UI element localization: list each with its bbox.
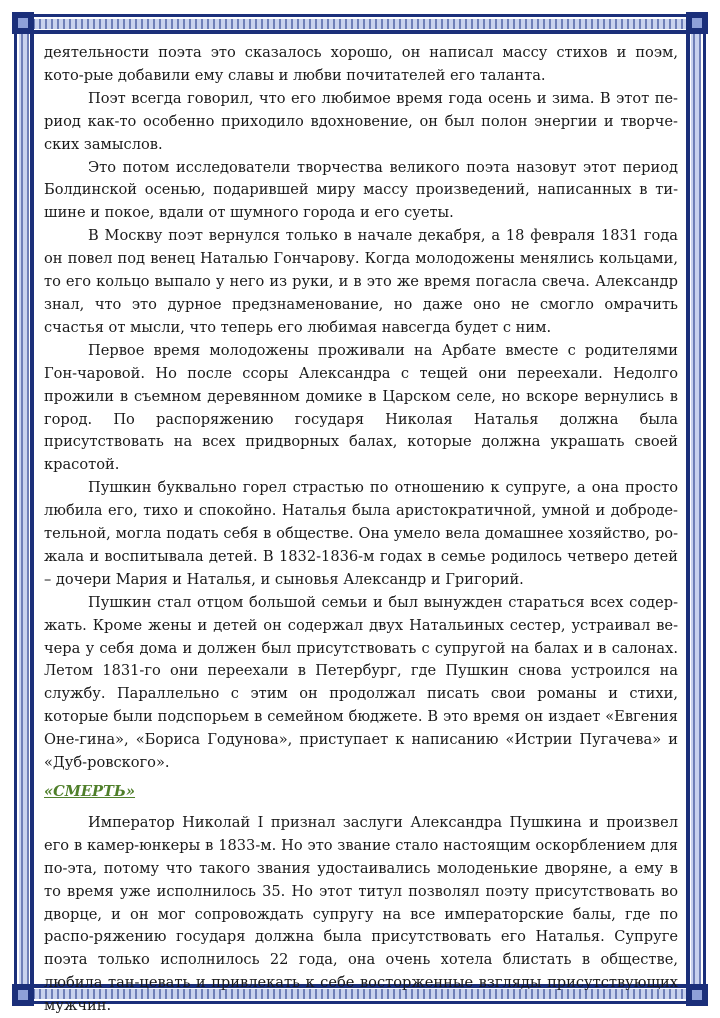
paragraph: Пушкин буквально горел страстью по отношению к супруге, а она просто любила его, тихо и спокойно. Наталья была аристократичной, умной и доброде-тельной, могла подать себя в обществе. Она умело вела домашнее хозяйство, ро-жала и воспитывала детей. В 1832-1836-м годах в семье родилось четверо детей – дочери Мария и Наталья, и сыновья Александр и Григорий.: [44, 479, 678, 588]
paragraph: Император Николай I признал заслуги Александра Пушкина и произвел его в камер-юнкеры в 1833-м. Но это звание стало настоящим оскорблением для по-эта, потому что такого звания удостаивались молоденькие дворяне, а ему в то время уже исполнилось 35. Но этот титул позволял поэту присутствовать во дворце, и он мог сопровождать супругу на все императорские балы, где по распо-ряжению государя должна была присутствовать его Наталья. Супруге поэта только исполнилось 22 года, она очень хотела блистать в обществе, любила тан-цевать и привлекать к себе восторженные взгляды присутствующих мужчин.: [44, 813, 678, 1015]
paragraph: Пушкин стал отцом большой семьи и был вынужден стараться всех содер-жать. Кроме жены и детей он содержал двух Натальиных сестер, устраивал ве-чера у себя дома и должен был присутствовать с супругой на балах и в салонах. Летом 1831-го они переехали в Петербург, где Пушкин снова устроился на службу. Параллельно с этим он продолжал писать свои романы и стихи, которые были подспорьем в семейном бюджете. В это время он издает «Евгения Оне-гина», «Бориса Годунова», приступает к написанию «Истрии Пугачева» и «Дуб-ровского».: [44, 593, 678, 772]
paragraph: Первое время молодожены проживали на Арбате вместе с родителями Гон-чаровой. Но после ссоры Александра с тещей они переехали. Недолго прожили в съемном деревянном домике в Царском селе, но вскоре вернулись в город. По распоряжению государя Николая Наталья должна была присутствовать на всех придворных балах, которые должна украшать своей красотой.: [44, 341, 678, 474]
border-corner-ornament: [686, 984, 708, 1006]
paragraph: В Москву поэт вернулся только в начале декабря, а 18 февраля 1831 года он повел под венец Наталью Гончарову. Когда молодожены менялись кольцами, то его кольцо выпало у него из руки, и в это же время погасла свеча. Александр знал, что это дурное предзнаменование, но даже оно не смогло омрачить счастья от мысли, что теперь его любимая навсегда будет с ним.: [44, 227, 678, 336]
border-corner-ornament: [686, 12, 708, 34]
border-corner-ornament: [12, 984, 34, 1006]
paragraph-continuation: деятельности поэта это сказалось хорошо, он написал массу стихов и поэм, кото-рые добавили ему славы и любви почитателей его таланта.: [44, 44, 678, 84]
section-heading: «СМЕРТЬ»: [44, 783, 136, 800]
paragraph: Поэт всегда говорил, что его любимое время года осень и зима. В этот пе-риод как-то особенно приходило вдохновение, он был полон энергии и творче-ских замыслов.: [44, 89, 678, 153]
paragraph: Это потом исследователи творчества великого поэта назовут этот период Болдинской осенью, подарившей миру массу произведений, написанных в ти-шине и покое, вдали от шумного города и его суеты.: [44, 158, 678, 222]
document-body: [44, 42, 678, 1018]
border-corner-ornament: [12, 12, 34, 34]
